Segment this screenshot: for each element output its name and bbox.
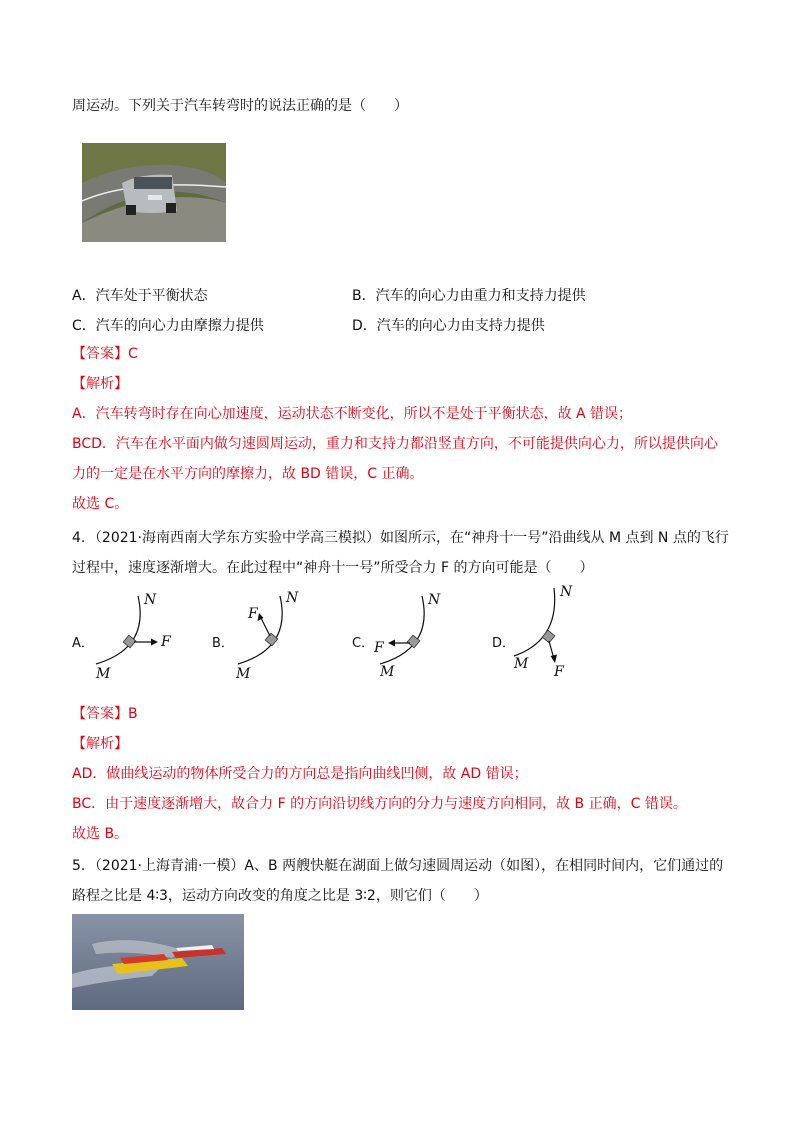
point-m-label: M — [96, 666, 111, 680]
q3-answer — [72, 344, 138, 364]
trajectory-curve — [514, 588, 555, 656]
force-arrowhead — [258, 613, 264, 621]
point-n-label: N — [144, 592, 157, 608]
q4-analysis-line: BC．由于速度逐渐增大，故合力 F 的方向沿切线方向的分力与速度方向相同，故 B 正确，C 错误。 — [72, 796, 687, 812]
trajectory-curve — [96, 596, 140, 664]
q3-analysis-line: A．汽车转弯时存在向心加速度，运动状态不断变化，所以不是处于平衡状态，故 A 错误； — [72, 406, 633, 422]
figure-a-diagram — [88, 588, 188, 680]
q3-stem: 周运动。下列关于汽车转弯时的说法正确的是（ ） — [72, 98, 408, 114]
q4-conclusion: 故选 B。 — [72, 826, 129, 842]
figure-b-diagram — [226, 588, 326, 680]
figure-d-label: D． — [492, 636, 516, 651]
answer-value: C — [128, 346, 138, 362]
q4-stem-line: 过程中，速度逐渐增大。在此过程中“神舟十一号”所受合力 F 的方向可能是（ ） — [72, 560, 594, 576]
force-arrowhead — [388, 640, 395, 647]
point-m-label: M — [236, 666, 251, 680]
force-arrowhead — [151, 639, 158, 646]
force-f-label: F — [248, 606, 258, 622]
point-m-label: M — [380, 664, 395, 680]
force-arrowhead — [551, 655, 558, 664]
force-f-label: F — [161, 634, 171, 650]
spacecraft-marker — [542, 630, 555, 643]
q4-stem-line: 4．（2021·海南西南大学东方实验中学高三模拟）如图所示，在“神舟十一号”沿曲线从 M 点到 N 点的飞行 — [72, 530, 729, 546]
q3-option-a: A．汽车处于平衡状态 — [72, 288, 208, 304]
q4-analysis-line: AD．做曲线运动的物体所受合力的方向总是指向曲线凹侧，故 AD 错误； — [72, 766, 528, 782]
q3-analysis-label: 【解析】 — [72, 376, 128, 392]
answer-label: 【答案】 — [72, 346, 128, 362]
car-turning-photo — [82, 143, 226, 242]
force-f-label: F — [374, 640, 384, 656]
figure-a-label: A． — [72, 636, 94, 651]
point-n-label: N — [428, 592, 441, 608]
figure-c-label: C． — [352, 636, 375, 651]
figure-c-diagram — [364, 588, 464, 680]
q4-answer — [72, 704, 138, 724]
answer-value: B — [128, 706, 138, 722]
figure-d-diagram — [508, 584, 608, 680]
trajectory-curve — [238, 596, 282, 664]
q5-stem-line: 路程之比是 4∶3，运动方向改变的角度之比是 3∶2，则它们（ ） — [72, 888, 488, 904]
q3-option-b: B．汽车的向心力由重力和支持力提供 — [352, 288, 586, 304]
q4-analysis-label: 【解析】 — [72, 736, 128, 752]
point-m-label: M — [514, 656, 529, 672]
spacecraft-marker — [265, 633, 278, 646]
point-n-label: N — [560, 584, 573, 600]
q3-option-d: D．汽车的向心力由支持力提供 — [352, 318, 545, 334]
answer-label: 【答案】 — [72, 706, 128, 722]
force-f-label: F — [554, 664, 564, 680]
q3-analysis-line: BCD．汽车在水平面内做匀速圆周运动，重力和支持力都沿竖直方向，不可能提供向心力，所以提供向心 — [72, 436, 718, 452]
speedboats-photo — [72, 914, 244, 1010]
q5-stem-line: 5．（2021·上海青浦·一模）A、B 两艘快艇在湖面上做匀速圆周运动（如图），在相同时间内，它们通过的 — [72, 858, 724, 874]
point-n-label: N — [286, 590, 299, 606]
trajectory-curve — [380, 596, 424, 664]
q3-conclusion: 故选 C。 — [72, 496, 129, 512]
figure-b-label: B． — [212, 636, 234, 651]
q3-analysis-line: 力的一定是在水平方向的摩擦力，故 BD 错误，C 正确。 — [72, 466, 424, 482]
q3-option-c: C．汽车的向心力由摩擦力提供 — [72, 318, 264, 334]
